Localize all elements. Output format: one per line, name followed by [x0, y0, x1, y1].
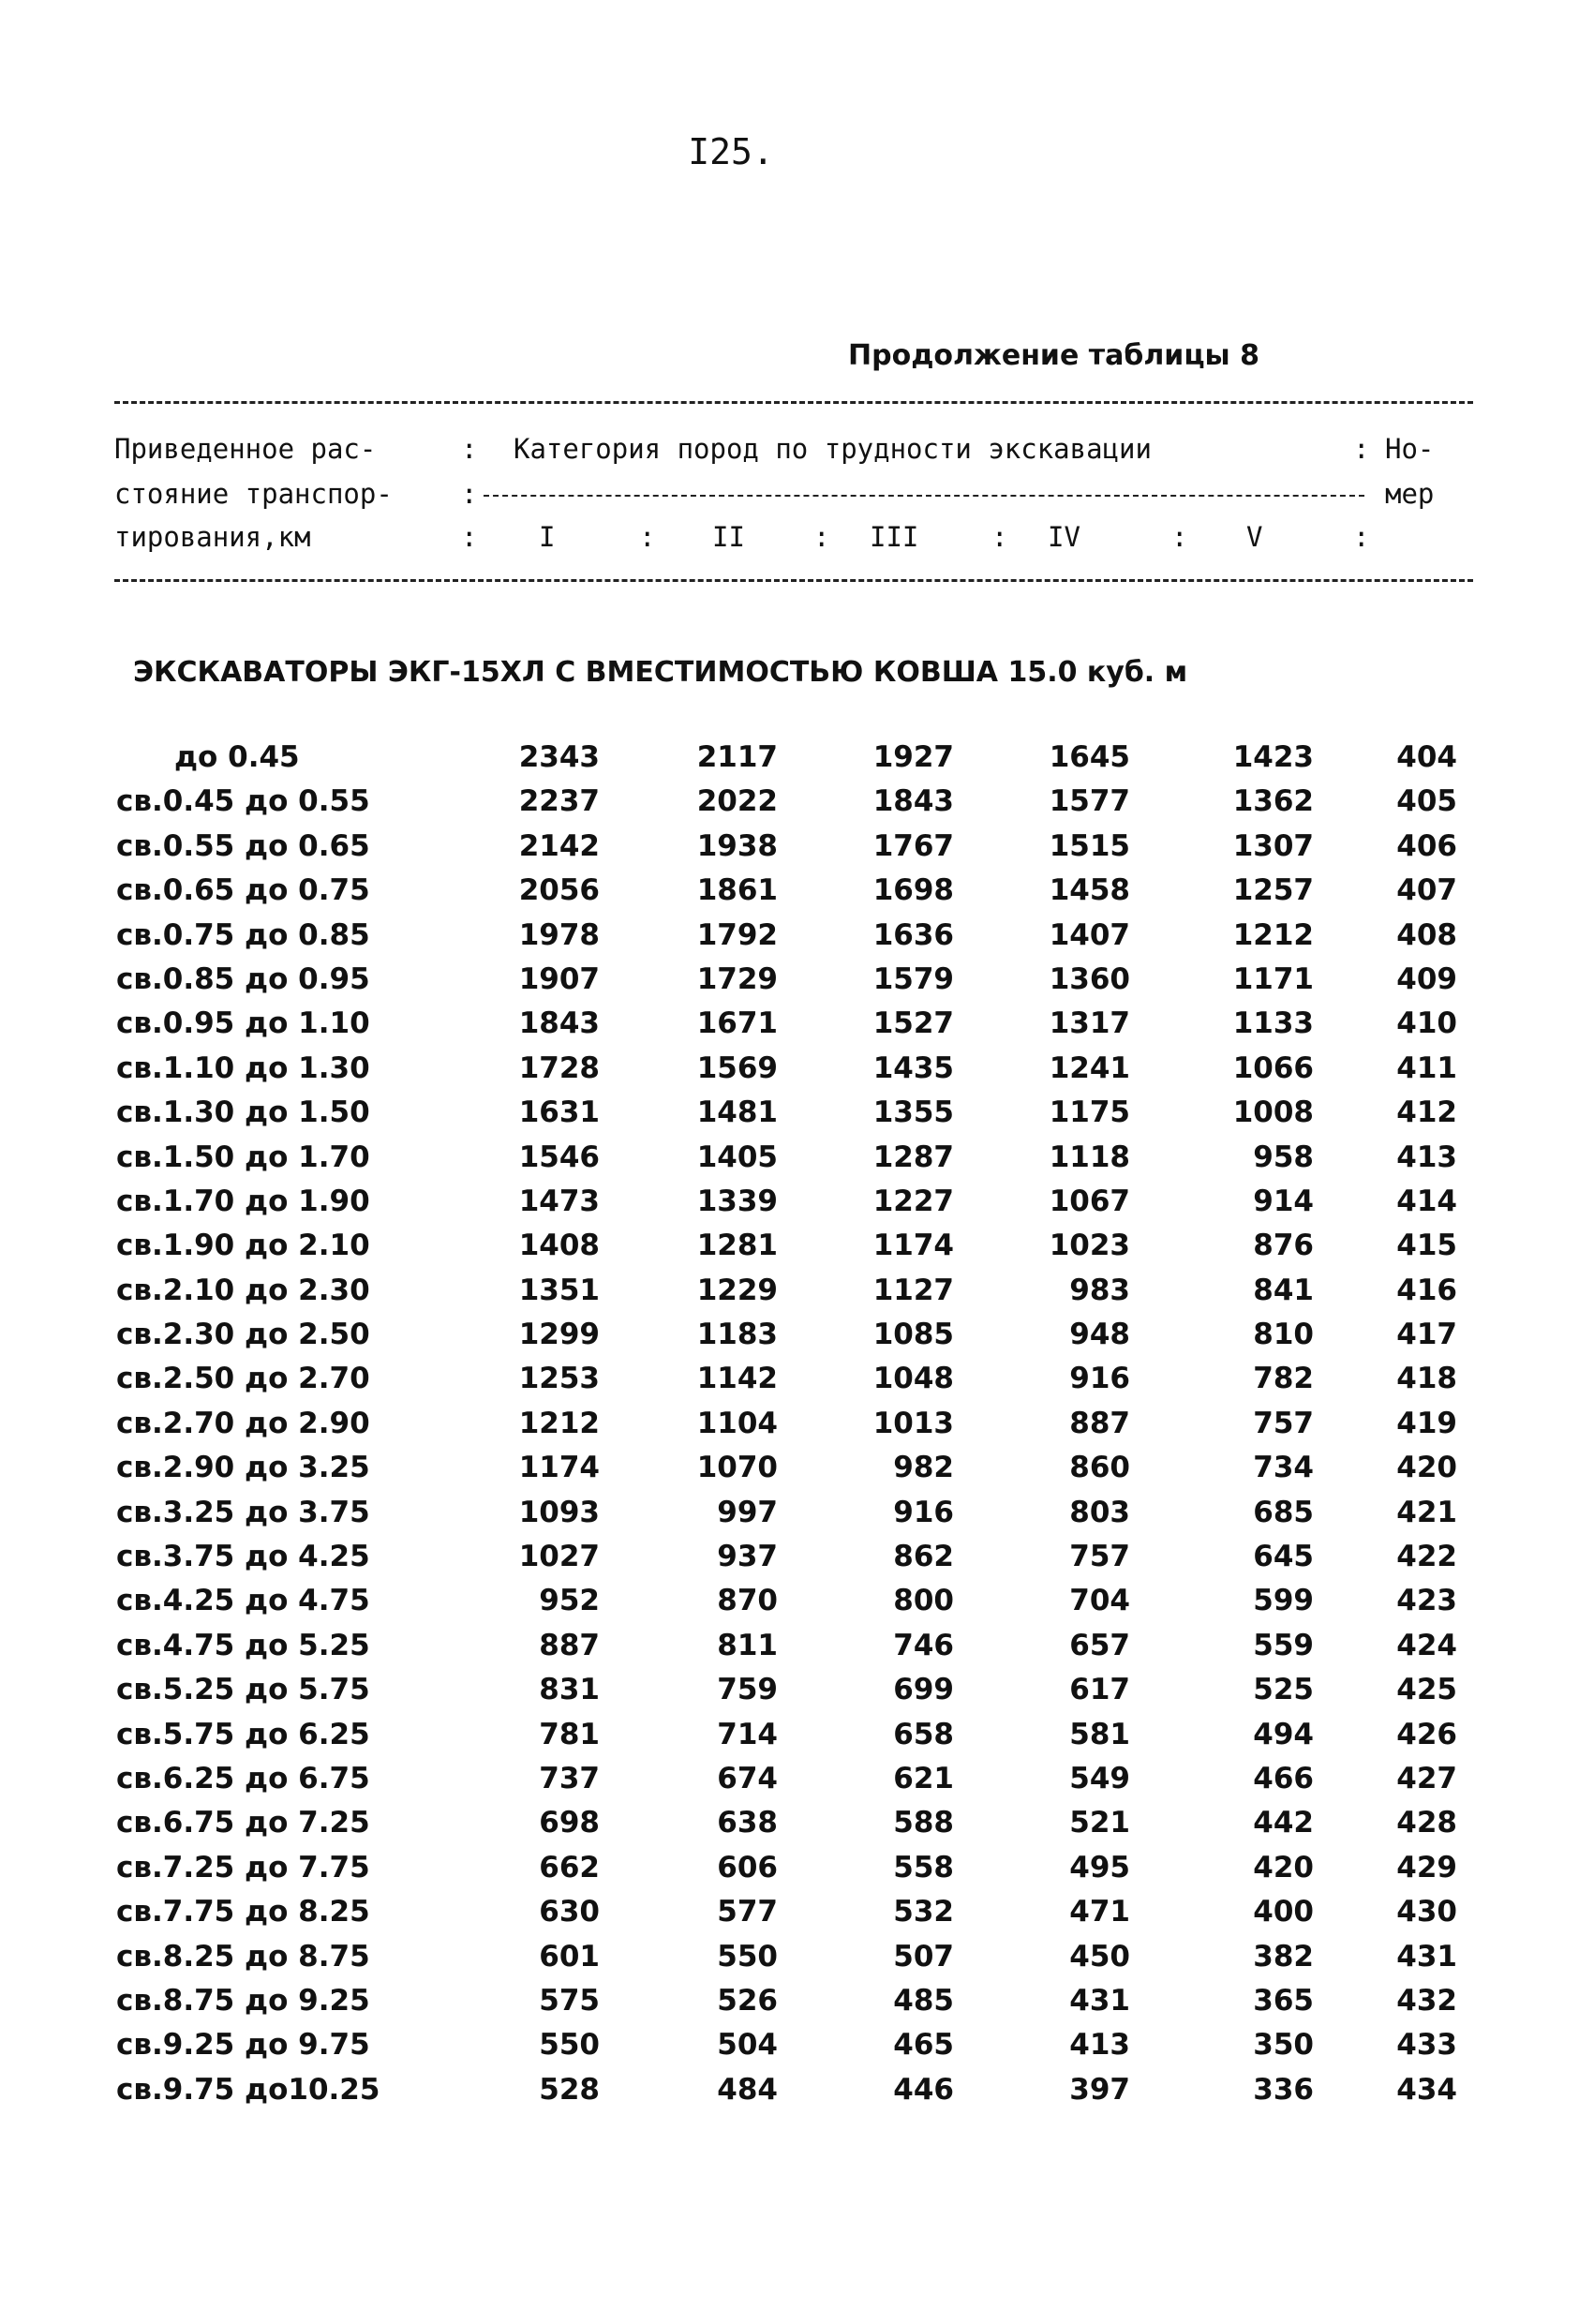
row-number: 414 — [1396, 1184, 1457, 1218]
table-row — [0, 1095, 1594, 1140]
category-3-value: 699 — [893, 1673, 954, 1707]
row-number: 408 — [1396, 917, 1457, 952]
category-1-value: 1174 — [518, 1451, 600, 1485]
category-3-value: 446 — [893, 2072, 954, 2107]
category-1-value: 1093 — [518, 1495, 600, 1529]
category-4-value: 1407 — [1049, 917, 1130, 952]
category-5-value: 1066 — [1232, 1050, 1314, 1085]
category-2-value: 1281 — [696, 1229, 778, 1263]
header-top-rule — [114, 401, 1473, 404]
category-4-value: 1241 — [1049, 1050, 1130, 1085]
category-5-value: 914 — [1253, 1184, 1314, 1218]
category-5-value: 442 — [1253, 1806, 1314, 1840]
category-3-value: 1174 — [872, 1229, 954, 1263]
category-5-value: 645 — [1253, 1540, 1314, 1574]
category-4-value: 860 — [1069, 1451, 1130, 1485]
row-number: 418 — [1396, 1362, 1457, 1396]
category-1-value: 550 — [539, 2028, 600, 2063]
distance-range: св.1.30 до 1.50 — [116, 1095, 370, 1130]
distance-range: св.9.25 до 9.75 — [116, 2028, 370, 2063]
category-4-value: 521 — [1069, 1806, 1130, 1840]
distance-range: св.0.75 до 0.85 — [116, 917, 370, 952]
category-3-value: 507 — [893, 1939, 954, 1974]
table-row — [0, 1540, 1594, 1584]
category-2-value: 1104 — [696, 1406, 778, 1440]
table-row — [0, 1318, 1594, 1362]
table-row — [0, 1407, 1594, 1451]
category-5-value: 782 — [1253, 1362, 1314, 1396]
category-3-value: 1013 — [872, 1406, 954, 1440]
distance-range: св.0.65 до 0.75 — [116, 873, 370, 908]
row-number: 430 — [1396, 1895, 1457, 1929]
category-4-value: 757 — [1069, 1540, 1130, 1574]
category-2-value: 526 — [717, 1983, 778, 2018]
category-1-value: 831 — [539, 1673, 600, 1707]
category-4-value: 431 — [1069, 1983, 1130, 2018]
category-4-value: 983 — [1069, 1273, 1130, 1307]
header-separator: : — [461, 433, 478, 465]
header-separator: : — [461, 521, 478, 553]
category-4-value: 549 — [1069, 1761, 1130, 1795]
row-number: 427 — [1396, 1761, 1457, 1795]
distance-range: до 0.45 — [174, 740, 300, 774]
category-4-value: 1645 — [1049, 740, 1130, 774]
category-2-value: 1569 — [696, 1050, 778, 1085]
category-2-value: 2022 — [696, 784, 778, 819]
category-3-value: 1767 — [872, 828, 954, 863]
category-3-value: 1843 — [872, 784, 954, 819]
category-3-value: 1527 — [872, 1006, 954, 1041]
distance-range: св.1.10 до 1.30 — [116, 1050, 370, 1085]
distance-range: св.1.70 до 1.90 — [116, 1184, 370, 1218]
category-4-value: 581 — [1069, 1717, 1130, 1751]
category-2-value: 674 — [717, 1761, 778, 1795]
header-category-2: II — [712, 521, 745, 553]
header-bottom-rule — [114, 579, 1473, 582]
category-1-value: 575 — [539, 1983, 600, 2018]
row-number: 434 — [1396, 2072, 1457, 2107]
category-2-value: 1729 — [696, 961, 778, 996]
category-2-value: 1671 — [696, 1006, 778, 1041]
category-3-value: 1698 — [872, 873, 954, 908]
category-2-value: 997 — [717, 1495, 778, 1529]
category-4-value: 704 — [1069, 1584, 1130, 1618]
category-4-value: 495 — [1069, 1850, 1130, 1885]
distance-range: св.0.45 до 0.55 — [116, 784, 370, 819]
distance-range: св.6.25 до 6.75 — [116, 1761, 370, 1795]
distance-range: св.8.25 до 8.75 — [116, 1939, 370, 1974]
category-3-value: 1127 — [872, 1273, 954, 1307]
category-1-value: 1907 — [518, 961, 600, 996]
category-3-value: 982 — [893, 1451, 954, 1485]
distance-range: св.4.75 до 5.25 — [116, 1628, 370, 1662]
category-5-value: 1257 — [1232, 873, 1314, 908]
category-2-value: 811 — [717, 1628, 778, 1662]
table-row — [0, 1762, 1594, 1806]
category-5-value: 734 — [1253, 1451, 1314, 1485]
category-3-value: 621 — [893, 1761, 954, 1795]
category-3-value: 1579 — [872, 961, 954, 996]
category-5-value: 1307 — [1232, 828, 1314, 863]
row-number: 423 — [1396, 1584, 1457, 1618]
category-3-value: 746 — [893, 1628, 954, 1662]
distance-range: св.1.90 до 2.10 — [116, 1229, 370, 1263]
category-4-value: 803 — [1069, 1495, 1130, 1529]
category-5-value: 466 — [1253, 1761, 1314, 1795]
table-row — [0, 918, 1594, 962]
category-5-value: 336 — [1253, 2072, 1314, 2107]
category-2-value: 1339 — [696, 1184, 778, 1218]
header-separator: : — [813, 521, 830, 553]
category-1-value: 1843 — [518, 1006, 600, 1041]
category-2-value: 1229 — [696, 1273, 778, 1307]
category-5-value: 1212 — [1232, 917, 1314, 952]
distance-range: св.0.55 до 0.65 — [116, 828, 370, 863]
category-3-value: 1287 — [872, 1140, 954, 1174]
category-5-value: 810 — [1253, 1318, 1314, 1352]
category-5-value: 365 — [1253, 1983, 1314, 2018]
table-row — [0, 1851, 1594, 1895]
distance-range: св.6.75 до 7.25 — [116, 1806, 370, 1840]
header-category-4: IV — [1048, 521, 1080, 553]
category-3-value: 1636 — [872, 917, 954, 952]
category-5-value: 1362 — [1232, 784, 1314, 819]
distance-range: св.2.30 до 2.50 — [116, 1318, 370, 1352]
row-number: 411 — [1396, 1050, 1457, 1085]
category-4-value: 657 — [1069, 1628, 1130, 1662]
category-3-value: 465 — [893, 2028, 954, 2063]
category-1-value: 2056 — [518, 873, 600, 908]
distance-range: св.0.85 до 0.95 — [116, 961, 370, 996]
header-separator: : — [991, 521, 1008, 553]
table-row — [0, 1984, 1594, 2028]
category-2-value: 714 — [717, 1717, 778, 1751]
category-4-value: 1317 — [1049, 1006, 1130, 1041]
category-1-value: 528 — [539, 2072, 600, 2107]
distance-range: св.2.90 до 3.25 — [116, 1451, 370, 1485]
header-number-line2: мер — [1385, 478, 1435, 510]
row-number: 415 — [1396, 1229, 1457, 1263]
distance-range: св.5.75 до 6.25 — [116, 1717, 370, 1751]
category-3-value: 1435 — [872, 1050, 954, 1085]
row-number: 421 — [1396, 1495, 1457, 1529]
category-5-value: 1133 — [1232, 1006, 1314, 1041]
category-5-value: 876 — [1253, 1229, 1314, 1263]
table-row — [0, 1274, 1594, 1318]
table-row — [0, 1451, 1594, 1495]
category-3-value: 1927 — [872, 740, 954, 774]
category-4-value: 1577 — [1049, 784, 1130, 819]
header-category: Категория пород по трудности экскавации — [514, 433, 1152, 465]
category-4-value: 916 — [1069, 1362, 1130, 1396]
category-2-value: 577 — [717, 1895, 778, 1929]
row-number: 413 — [1396, 1140, 1457, 1174]
category-2-value: 2117 — [696, 740, 778, 774]
header-number-line1: Но- — [1385, 433, 1435, 465]
row-number: 406 — [1396, 828, 1457, 863]
distance-range: св.7.75 до 8.25 — [116, 1895, 370, 1929]
category-2-value: 1481 — [696, 1095, 778, 1130]
category-1-value: 1473 — [518, 1184, 600, 1218]
table-row — [0, 1051, 1594, 1095]
category-1-value: 1212 — [518, 1406, 600, 1440]
page-number: I25. — [688, 131, 774, 172]
table-continuation-label: Продолжение таблицы 8 — [848, 339, 1259, 372]
category-4-value: 1360 — [1049, 961, 1130, 996]
table-row — [0, 962, 1594, 1006]
table-row — [0, 1362, 1594, 1406]
category-5-value: 494 — [1253, 1717, 1314, 1751]
header-inner-rule — [484, 495, 1364, 497]
category-1-value: 887 — [539, 1628, 600, 1662]
category-1-value: 698 — [539, 1806, 600, 1840]
category-4-value: 1458 — [1049, 873, 1130, 908]
category-1-value: 781 — [539, 1717, 600, 1751]
category-1-value: 1027 — [518, 1540, 600, 1574]
row-number: 405 — [1396, 784, 1457, 819]
row-number: 416 — [1396, 1273, 1457, 1307]
distance-range: св.2.50 до 2.70 — [116, 1362, 370, 1396]
header-distance-line2: стояние транспор- — [114, 478, 393, 510]
category-4-value: 1067 — [1049, 1184, 1130, 1218]
row-number: 428 — [1396, 1806, 1457, 1840]
category-1-value: 1351 — [518, 1273, 600, 1307]
category-5-value: 757 — [1253, 1406, 1314, 1440]
header-separator: : — [1353, 433, 1370, 465]
table-row — [0, 1229, 1594, 1273]
header-separator: : — [461, 478, 478, 510]
header-category-3: III — [870, 521, 919, 553]
category-1-value: 662 — [539, 1850, 600, 1885]
category-2-value: 1183 — [696, 1318, 778, 1352]
table-row — [0, 1584, 1594, 1628]
category-1-value: 630 — [539, 1895, 600, 1929]
table-row — [0, 1629, 1594, 1673]
category-4-value: 1515 — [1049, 828, 1130, 863]
category-3-value: 800 — [893, 1584, 954, 1618]
table-row — [0, 829, 1594, 873]
table-body — [0, 740, 1594, 2117]
row-number: 424 — [1396, 1628, 1457, 1662]
row-number: 417 — [1396, 1318, 1457, 1352]
distance-range: св.8.75 до 9.25 — [116, 1983, 370, 2018]
header-category-5: V — [1246, 521, 1263, 553]
row-number: 404 — [1396, 740, 1457, 774]
category-4-value: 887 — [1069, 1406, 1130, 1440]
row-number: 419 — [1396, 1406, 1457, 1440]
category-3-value: 658 — [893, 1717, 954, 1751]
distance-range: св.5.25 до 5.75 — [116, 1673, 370, 1707]
distance-range: св.3.25 до 3.75 — [116, 1495, 370, 1529]
category-2-value: 1938 — [696, 828, 778, 863]
category-1-value: 1631 — [518, 1095, 600, 1130]
table-row — [0, 1895, 1594, 1939]
category-2-value: 937 — [717, 1540, 778, 1574]
category-3-value: 558 — [893, 1850, 954, 1885]
category-1-value: 1408 — [518, 1229, 600, 1263]
row-number: 431 — [1396, 1939, 1457, 1974]
category-3-value: 485 — [893, 1983, 954, 2018]
category-5-value: 685 — [1253, 1495, 1314, 1529]
table-row — [0, 2073, 1594, 2117]
category-4-value: 948 — [1069, 1318, 1130, 1352]
category-4-value: 617 — [1069, 1673, 1130, 1707]
category-3-value: 1085 — [872, 1318, 954, 1352]
category-4-value: 1023 — [1049, 1229, 1130, 1263]
category-2-value: 1142 — [696, 1362, 778, 1396]
table-row — [0, 784, 1594, 828]
table-row — [0, 1673, 1594, 1717]
category-1-value: 952 — [539, 1584, 600, 1618]
category-5-value: 559 — [1253, 1628, 1314, 1662]
header-category-1: I — [539, 521, 556, 553]
category-5-value: 350 — [1253, 2028, 1314, 2063]
table-row — [0, 740, 1594, 784]
category-1-value: 601 — [539, 1939, 600, 1974]
category-1-value: 1546 — [518, 1140, 600, 1174]
category-4-value: 397 — [1069, 2072, 1130, 2107]
row-number: 412 — [1396, 1095, 1457, 1130]
category-5-value: 1171 — [1232, 961, 1314, 996]
row-number: 426 — [1396, 1717, 1457, 1751]
header-distance-line1: Приведенное рас- — [114, 433, 377, 465]
row-number: 433 — [1396, 2028, 1457, 2063]
category-1-value: 1299 — [518, 1318, 600, 1352]
table-row — [0, 1940, 1594, 1984]
category-2-value: 1792 — [696, 917, 778, 952]
distance-range: св.1.50 до 1.70 — [116, 1140, 370, 1174]
table-row — [0, 1140, 1594, 1184]
category-1-value: 2343 — [518, 740, 600, 774]
category-5-value: 420 — [1253, 1850, 1314, 1885]
distance-range: св.7.25 до 7.75 — [116, 1850, 370, 1885]
row-number: 429 — [1396, 1850, 1457, 1885]
row-number: 409 — [1396, 961, 1457, 996]
category-5-value: 1423 — [1232, 740, 1314, 774]
category-4-value: 450 — [1069, 1939, 1130, 1974]
category-3-value: 862 — [893, 1540, 954, 1574]
category-5-value: 841 — [1253, 1273, 1314, 1307]
header-separator: : — [639, 521, 656, 553]
table-row — [0, 1806, 1594, 1850]
category-5-value: 525 — [1253, 1673, 1314, 1707]
category-5-value: 382 — [1253, 1939, 1314, 1974]
category-3-value: 916 — [893, 1495, 954, 1529]
category-3-value: 1048 — [872, 1362, 954, 1396]
section-title: ЭКСКАВАТОРЫ ЭКГ-15ХЛ С ВМЕСТИМОСТЬЮ КОВША 15.0 куб. м — [133, 656, 1188, 689]
table-row — [0, 1718, 1594, 1762]
distance-range: св.3.75 до 4.25 — [116, 1540, 370, 1574]
header-distance-line3: тирования,км — [114, 521, 311, 553]
category-4-value: 1175 — [1049, 1095, 1130, 1130]
category-2-value: 870 — [717, 1584, 778, 1618]
category-5-value: 958 — [1253, 1140, 1314, 1174]
category-1-value: 1253 — [518, 1362, 600, 1396]
category-2-value: 1070 — [696, 1451, 778, 1485]
category-1-value: 737 — [539, 1761, 600, 1795]
row-number: 425 — [1396, 1673, 1457, 1707]
table-row — [0, 2028, 1594, 2072]
category-2-value: 1405 — [696, 1140, 778, 1174]
category-2-value: 638 — [717, 1806, 778, 1840]
table-row — [0, 1184, 1594, 1229]
row-number: 422 — [1396, 1540, 1457, 1574]
category-2-value: 759 — [717, 1673, 778, 1707]
row-number: 410 — [1396, 1006, 1457, 1041]
row-number: 432 — [1396, 1983, 1457, 2018]
row-number: 407 — [1396, 873, 1457, 908]
distance-range: св.0.95 до 1.10 — [116, 1006, 370, 1041]
category-3-value: 1227 — [872, 1184, 954, 1218]
category-3-value: 1355 — [872, 1095, 954, 1130]
header-separator: : — [1353, 521, 1370, 553]
category-2-value: 484 — [717, 2072, 778, 2107]
category-4-value: 413 — [1069, 2028, 1130, 2063]
table-row — [0, 873, 1594, 917]
category-5-value: 400 — [1253, 1895, 1314, 1929]
category-3-value: 588 — [893, 1806, 954, 1840]
category-5-value: 599 — [1253, 1584, 1314, 1618]
header-separator: : — [1171, 521, 1188, 553]
category-3-value: 532 — [893, 1895, 954, 1929]
category-2-value: 1861 — [696, 873, 778, 908]
category-2-value: 504 — [717, 2028, 778, 2063]
category-4-value: 1118 — [1049, 1140, 1130, 1174]
category-1-value: 1728 — [518, 1050, 600, 1085]
table-row — [0, 1496, 1594, 1540]
category-2-value: 550 — [717, 1939, 778, 1974]
category-2-value: 606 — [717, 1850, 778, 1885]
distance-range: св.9.75 до10.25 — [116, 2072, 380, 2107]
category-1-value: 1978 — [518, 917, 600, 952]
category-1-value: 2142 — [518, 828, 600, 863]
category-4-value: 471 — [1069, 1895, 1130, 1929]
category-1-value: 2237 — [518, 784, 600, 819]
distance-range: св.4.25 до 4.75 — [116, 1584, 370, 1618]
distance-range: св.2.10 до 2.30 — [116, 1273, 370, 1307]
distance-range: св.2.70 до 2.90 — [116, 1406, 370, 1440]
row-number: 420 — [1396, 1451, 1457, 1485]
table-row — [0, 1006, 1594, 1050]
category-5-value: 1008 — [1232, 1095, 1314, 1130]
